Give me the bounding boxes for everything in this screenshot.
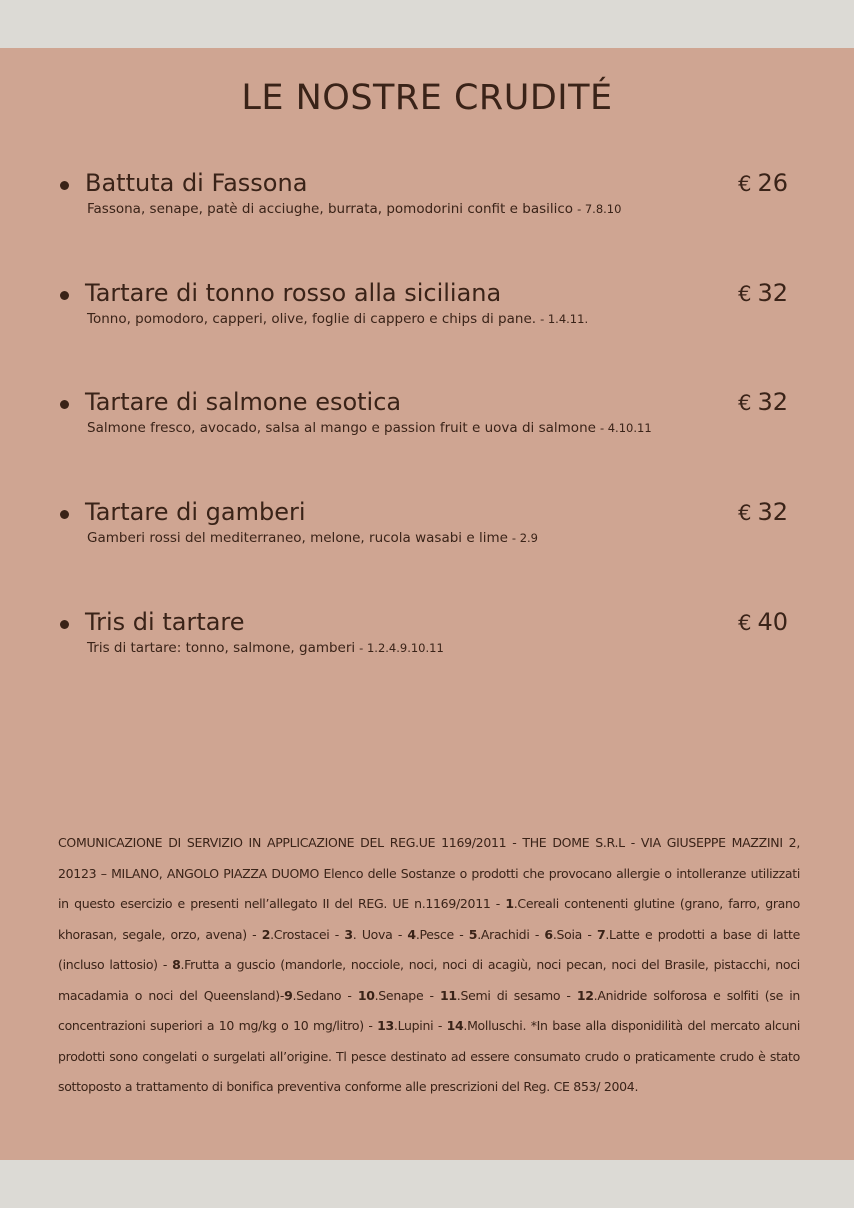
menu-page [0,48,854,1160]
item-name: Tartare di tonno rosso alla siciliana [85,279,502,307]
currency-symbol: € [738,611,752,635]
allergen-text: .Anidride solforosa e solfiti (se in concentrazioni superiori a 10 mg/kg o 10 mg/litro) - [58,987,800,1033]
allergen-number: 9 [284,987,293,1003]
allergen-number: 1 [505,896,514,911]
item-description [87,640,444,656]
allergen-number: 4 [407,926,416,942]
notice-outro: *In base alla disponidilità del mercato alcuni prodotti sono congelati o surgelati all’origine. Tl pesce destinato ad essere consumato crudo o praticamente crudo è stato sottoposto a trattamento di bonifica preventiva conforme alle prescrizioni del Reg. CE 853/ 2004. [58,1018,800,1094]
price-value: 32 [757,279,788,307]
item-name: Battuta di Fassona [85,169,308,197]
allergen-codes: - 2.9 [511,531,539,545]
allergen-codes: - 1.4.11. [540,312,589,326]
item-price [738,498,788,526]
item-description [87,311,588,327]
bullet-icon [60,181,69,190]
item-name: Tartare di salmone esotica [85,388,402,416]
price-value: 32 [757,498,788,526]
price-value: 40 [757,608,788,636]
description-text: Gamberi rossi del mediterraneo, melone, rucola wasabi e lime [87,530,508,546]
item-price [738,608,788,636]
allergen-text: .Latte e prodotti a base di latte (incluso lattosio) - [58,926,800,972]
currency-symbol: € [738,282,752,306]
item-description [87,201,621,217]
description-text: Tonno, pomodoro, capperi, olive, foglie di cappero e chips di pane. [87,311,537,327]
allergen-number: 10 [357,987,375,1003]
allergen-notice [58,828,800,1103]
bullet-icon [60,291,69,300]
allergen-text: .Crostacei - [270,926,345,942]
price-value: 26 [757,169,788,197]
allergen-number: 11 [440,987,457,1003]
allergen-codes: - 1.2.4.9.10.11 [359,641,444,655]
allergen-number: 3 [344,926,353,942]
allergen-number: 13 [377,1018,394,1033]
item-price [738,169,788,197]
bullet-icon [60,400,69,409]
bullet-icon [60,620,69,629]
allergen-text: .Arachidi - [477,926,545,942]
bullet-icon [60,510,69,519]
allergen-text: .Pesce - [415,926,469,942]
allergen-text: .Semi di sesamo - [456,987,577,1003]
currency-symbol: € [738,391,752,415]
description-text: Salmone fresco, avocado, salsa al mango e passion fruit e uova di salmone [87,420,596,436]
allergen-text: .Soia - [552,926,597,942]
allergen-number: 14 [446,1018,464,1033]
item-description [87,420,652,436]
allergen-text: .Lupini - [393,1018,447,1033]
allergen-number: 7 [596,926,606,942]
allergen-codes: - 4.10.11 [599,421,652,435]
description-text: Fassona, senape, patè di acciughe, burrata, pomodorini confit e basilico [87,201,574,217]
allergen-text: .Sedano - [292,987,358,1003]
allergen-number: 12 [576,987,594,1003]
page-title: LE NOSTRE CRUDITÉ [241,78,613,118]
allergen-number: 8 [172,957,181,972]
allergen-text: . Uova - [352,926,408,942]
allergen-number: 6 [544,926,553,942]
allergen-codes: - 7.8.10 [577,202,622,216]
currency-symbol: € [738,501,752,525]
allergen-text: .Senape - [374,987,440,1003]
currency-symbol: € [738,172,752,196]
notice-intro: COMUNICAZIONE DI SERVIZIO IN APPLICAZIONE DEL REG.UE 1169/2011 - THE DOME S.R.L - VIA GIUSEPPE MAZZINI 2, 20123 – MILANO, ANGOLO PIAZZA DUOMO Elenco delle Sostanze o prodotti che provocano allergie o intolleranze utilizzati in questo esercizio e presenti nell’allegato II del REG. UE n.1169/2011 - [58,835,800,911]
allergen-text: .Molluschi. [463,1018,527,1033]
price-value: 32 [757,388,788,416]
item-name: Tris di tartare [85,608,245,636]
item-price [738,388,788,416]
item-description [87,530,538,546]
allergen-number: 2 [261,926,271,942]
allergen-text: .Frutta a guscio (mandorle, nocciole, noci, noci di acagiù, noci pecan, noci del Brasile, pistacchi, noci macadamia o noci del Queensland)- [58,957,800,1003]
item-price [738,279,788,307]
description-text: Tris di tartare: tonno, salmone, gamberi [87,640,356,656]
item-name: Tartare di gamberi [85,498,306,526]
allergen-text: .Cereali contenenti glutine (grano, farro, grano khorasan, segale, orzo, avena) - [58,896,800,942]
allergen-number: 5 [468,926,478,942]
